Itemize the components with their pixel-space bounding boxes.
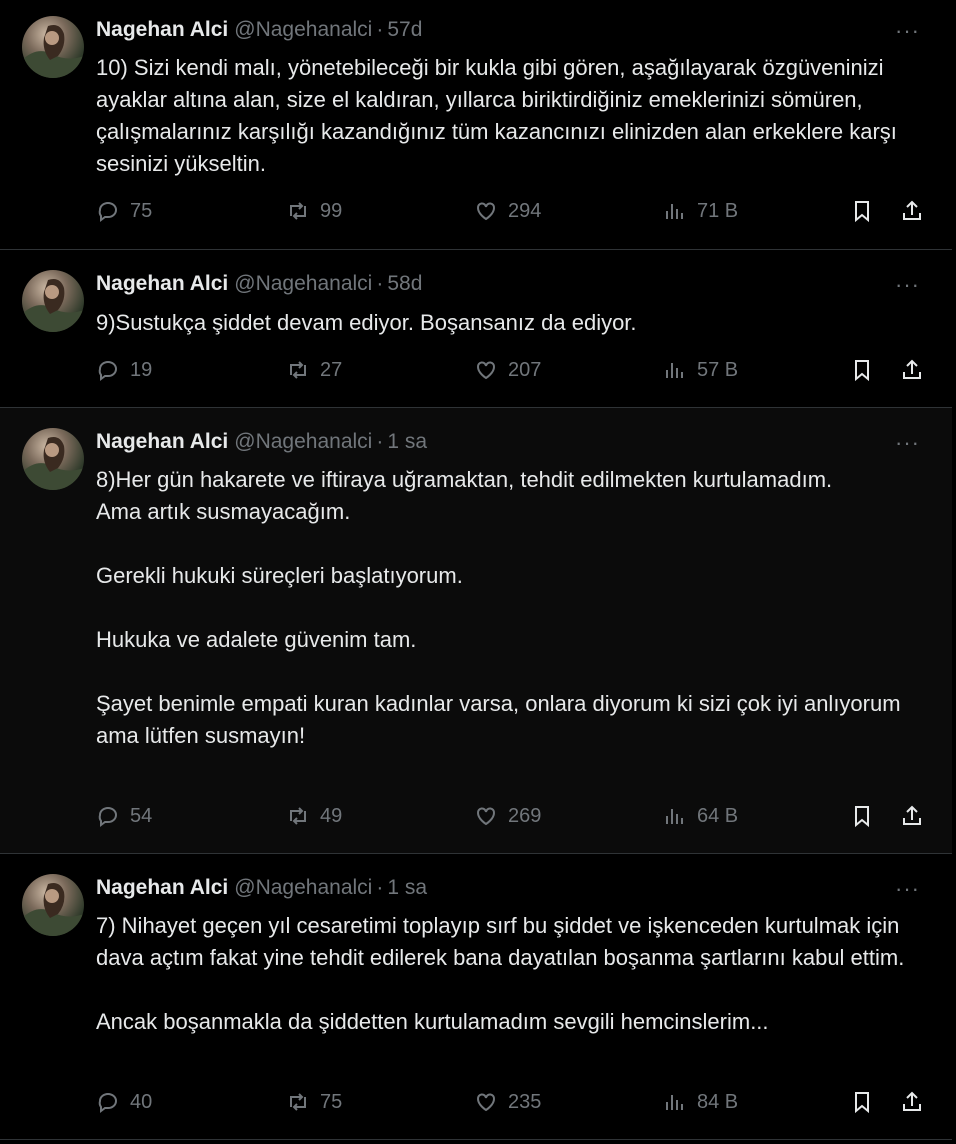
retweet-icon bbox=[286, 199, 310, 223]
tweet-text: 8)Her gün hakarete ve iftiraya uğramaktan, tehdit edilmekten kurtulamadım. Ama artık susmayacağım. Gerekli hukuki süreçleri başlatıyorum. Hukuka ve adalete güvenim tam. Şayet benimle empati kuran kadınlar varsa, onlara diyorum ki sizi çok iyi anlıyorum ama lütfen susmayın! bbox=[96, 467, 901, 748]
reply-button[interactable] bbox=[96, 1090, 152, 1114]
author-name[interactable]: Nagehan Alci bbox=[96, 18, 229, 41]
reply-button[interactable] bbox=[96, 804, 152, 828]
views-icon bbox=[663, 804, 687, 828]
retweet-icon bbox=[286, 358, 310, 382]
views-button[interactable] bbox=[663, 199, 738, 223]
views-icon bbox=[663, 358, 687, 382]
more-icon[interactable]: ··· bbox=[895, 18, 920, 43]
tweet-header bbox=[96, 272, 422, 296]
bookmark-icon bbox=[850, 199, 874, 223]
author-handle[interactable]: @Nagehanalci bbox=[234, 876, 373, 899]
retweet-icon bbox=[286, 1090, 310, 1114]
bookmark-icon bbox=[850, 804, 874, 828]
author-name[interactable]: Nagehan Alci bbox=[96, 876, 229, 899]
tweet-header bbox=[96, 18, 422, 42]
like-button[interactable] bbox=[474, 358, 541, 382]
share-button[interactable] bbox=[900, 1090, 934, 1114]
author-handle[interactable]: @Nagehanalci bbox=[234, 430, 373, 453]
separator-dot: · bbox=[376, 876, 384, 899]
views-icon bbox=[663, 199, 687, 223]
bookmark-button[interactable] bbox=[850, 358, 884, 382]
like-icon bbox=[474, 199, 498, 223]
reply-icon bbox=[96, 199, 120, 223]
share-button[interactable] bbox=[900, 199, 934, 223]
tweet[interactable] bbox=[0, 250, 952, 408]
action-bar bbox=[96, 1090, 926, 1122]
tweet[interactable] bbox=[0, 0, 952, 250]
share-icon bbox=[900, 1090, 924, 1114]
bookmark-icon bbox=[850, 358, 874, 382]
retweet-count: 49 bbox=[320, 805, 343, 827]
retweet-button[interactable] bbox=[286, 358, 342, 382]
like-count: 269 bbox=[508, 805, 542, 827]
like-icon bbox=[474, 358, 498, 382]
action-bar bbox=[96, 358, 926, 390]
like-button[interactable] bbox=[474, 1090, 541, 1114]
separator-dot: · bbox=[376, 18, 384, 41]
views-count: 57 B bbox=[697, 359, 739, 381]
like-count: 207 bbox=[508, 359, 542, 381]
retweet-button[interactable] bbox=[286, 199, 342, 223]
retweet-count: 75 bbox=[320, 1091, 343, 1113]
more-icon[interactable]: ··· bbox=[895, 430, 920, 455]
share-button[interactable] bbox=[900, 804, 934, 828]
retweet-count: 27 bbox=[320, 359, 343, 381]
bookmark-icon bbox=[850, 1090, 874, 1114]
timestamp[interactable]: 58d bbox=[387, 272, 423, 295]
action-bar bbox=[96, 804, 926, 836]
timestamp[interactable]: 1 sa bbox=[387, 876, 428, 899]
tweet-header bbox=[96, 876, 427, 900]
tweet[interactable] bbox=[0, 408, 952, 854]
avatar[interactable] bbox=[22, 270, 84, 332]
tweet-text: 10) Sizi kendi malı, yönetebileceği bir kukla gibi gören, aşağılayarak özgüveninizi ayaklar altına alan, size el kaldıran, yıllarca biriktirdiğiniz emeklerinizi sömüren, çalışmalarınız karşılığı kazandığınız tüm kazancınızı elinizden alan erkeklere karşı sesinizi yükseltin. bbox=[96, 55, 897, 176]
reply-icon bbox=[96, 358, 120, 382]
share-button[interactable] bbox=[900, 358, 934, 382]
reply-icon bbox=[96, 804, 120, 828]
share-icon bbox=[900, 358, 924, 382]
views-count: 64 B bbox=[697, 805, 739, 827]
avatar[interactable] bbox=[22, 874, 84, 936]
reply-button[interactable] bbox=[96, 199, 152, 223]
separator-dot: · bbox=[376, 430, 384, 453]
retweet-button[interactable] bbox=[286, 1090, 342, 1114]
avatar[interactable] bbox=[22, 16, 84, 78]
reply-count: 19 bbox=[130, 359, 153, 381]
avatar[interactable] bbox=[22, 428, 84, 490]
tweet-header bbox=[96, 430, 427, 454]
views-icon bbox=[663, 1090, 687, 1114]
retweet-icon bbox=[286, 804, 310, 828]
author-name[interactable]: Nagehan Alci bbox=[96, 272, 229, 295]
action-bar bbox=[96, 199, 926, 231]
retweet-count: 99 bbox=[320, 200, 343, 222]
bookmark-button[interactable] bbox=[850, 199, 884, 223]
tweet-text: 7) Nihayet geçen yıl cesaretimi toplayıp sırf bu şiddet ve işkenceden kurtulmak için dava açtım fakat yine tehdit edilerek bana dayatılan boşanma şartlarını kabul ettim. Ancak boşanmakla da şiddetten kurtulamadım sevgili hemcinslerim... bbox=[96, 913, 905, 1034]
reply-button[interactable] bbox=[96, 358, 152, 382]
separator-dot: · bbox=[376, 272, 384, 295]
timestamp[interactable]: 1 sa bbox=[387, 430, 428, 453]
author-name[interactable]: Nagehan Alci bbox=[96, 430, 229, 453]
more-icon[interactable]: ··· bbox=[895, 272, 920, 297]
like-button[interactable] bbox=[474, 199, 541, 223]
views-count: 71 B bbox=[697, 200, 739, 222]
reply-icon bbox=[96, 1090, 120, 1114]
like-count: 235 bbox=[508, 1091, 542, 1113]
share-icon bbox=[900, 199, 924, 223]
more-icon[interactable]: ··· bbox=[895, 876, 920, 901]
views-button[interactable] bbox=[663, 358, 738, 382]
like-count: 294 bbox=[508, 200, 542, 222]
timestamp[interactable]: 57d bbox=[387, 18, 423, 41]
reply-count: 40 bbox=[130, 1091, 153, 1113]
tweet-text: 9)Sustukça şiddet devam ediyor. Boşansanız da ediyor. bbox=[96, 310, 637, 335]
reply-count: 54 bbox=[130, 805, 153, 827]
retweet-button[interactable] bbox=[286, 804, 342, 828]
like-icon bbox=[474, 1090, 498, 1114]
author-handle[interactable]: @Nagehanalci bbox=[234, 272, 373, 295]
tweet[interactable] bbox=[0, 854, 952, 1140]
share-icon bbox=[900, 804, 924, 828]
views-count: 84 B bbox=[697, 1091, 739, 1113]
like-icon bbox=[474, 804, 498, 828]
bookmark-button[interactable] bbox=[850, 1090, 884, 1114]
author-handle[interactable]: @Nagehanalci bbox=[234, 18, 373, 41]
views-button[interactable] bbox=[663, 1090, 738, 1114]
bookmark-button[interactable] bbox=[850, 804, 884, 828]
like-button[interactable] bbox=[474, 804, 541, 828]
reply-count: 75 bbox=[130, 200, 153, 222]
views-button[interactable] bbox=[663, 804, 738, 828]
